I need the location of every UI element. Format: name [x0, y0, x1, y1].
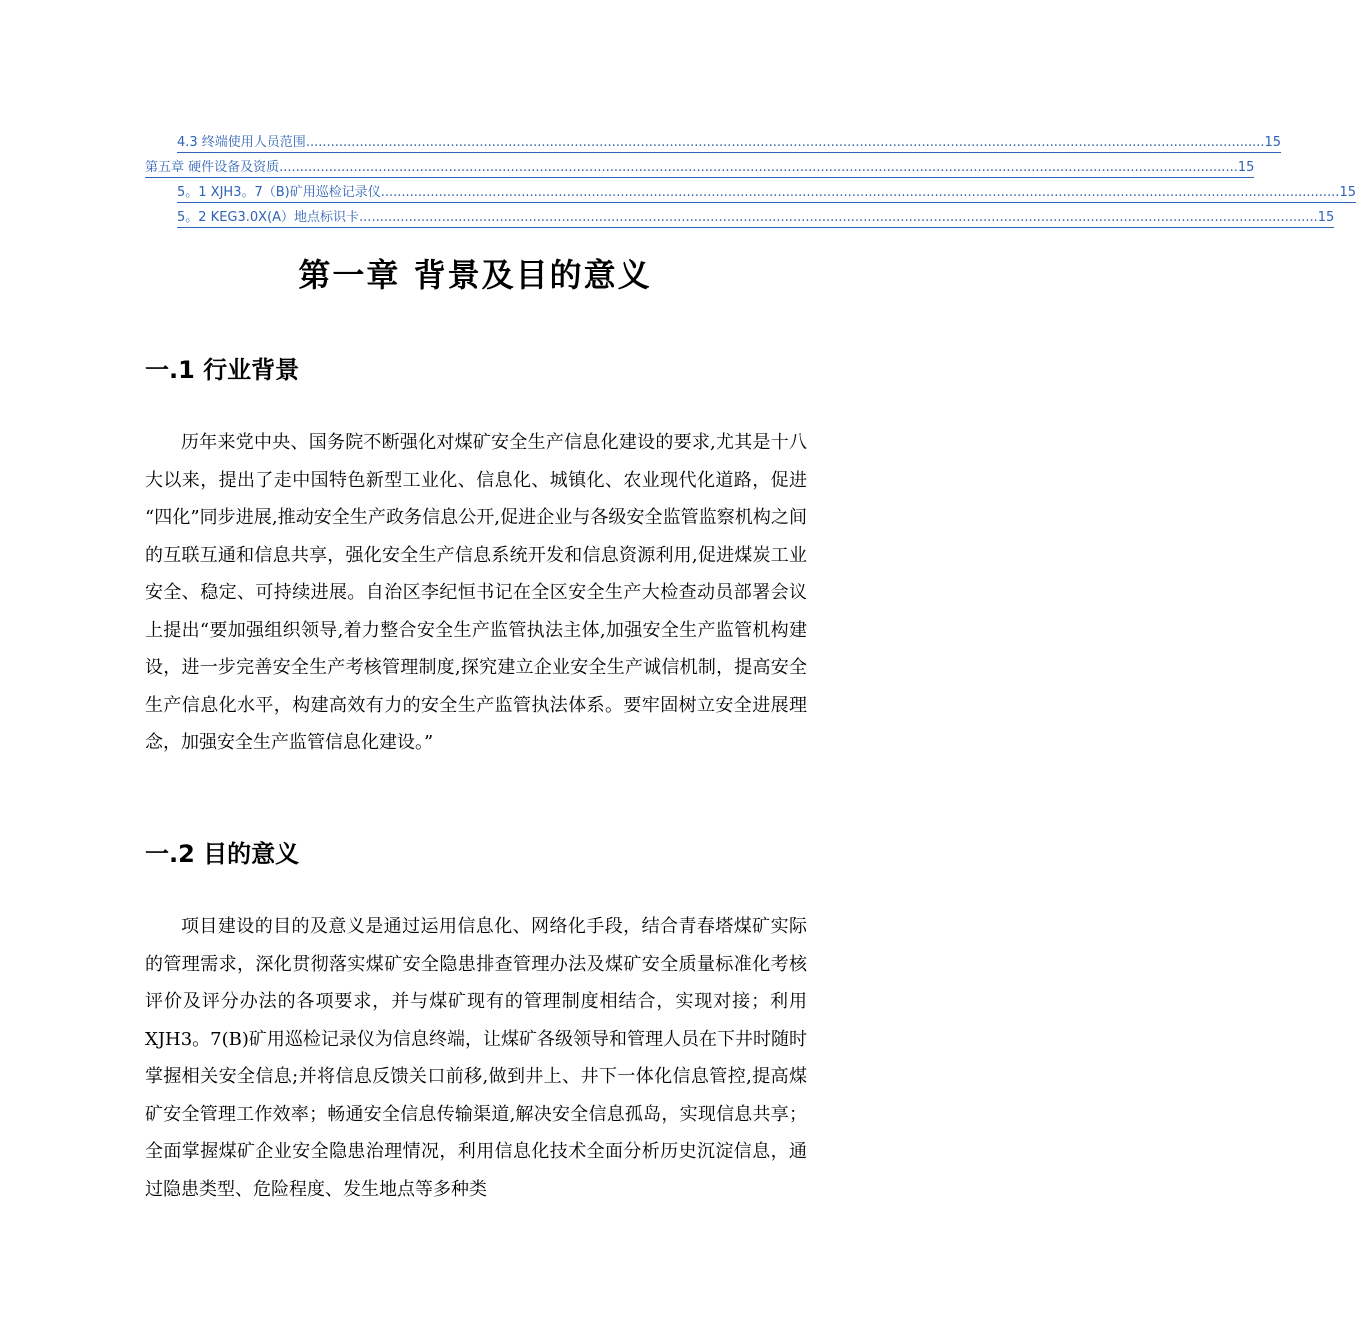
toc-entry-5-1[interactable]: 5。1 XJH3。7（B)矿用巡检记录仪 ........................................................................................................................................................................................................................................ 15 — [145, 178, 807, 203]
section-body-purpose: 项目建设的目的及意义是通过运用信息化、网络化手段，结合青春塔煤矿实际的管理需求，深化贯彻落实煤矿安全隐患排查管理办法及煤矿安全质量标准化考核评价及评分办法的各项要求，并与煤矿现有的管理制度相结合，实现对接；利用XJH3。7(B)矿用巡检记录仪为信息终端，让煤矿各级领导和管理人员在下井时随时掌握相关安全信息;并将信息反馈关口前移,做到井上、井下一体化信息管控,提高煤矿安全管理工作效率；畅通安全信息传输渠道,解决安全信息孤岛，实现信息共享；全面掌握煤矿企业安全隐患治理情况，利用信息化技术全面分析历史沉淀信息，通过隐患类型、危险程度、发生地点等多种类 — [145, 916, 807, 1200]
table-of-contents — [145, 128, 1356, 228]
toc-entry-4-3[interactable]: 4.3 终端使用人员范围 ........................................................................................................................................................................................................................................ 15 — [145, 128, 807, 153]
toc-leader-dots: ........................................................................................................................................................................................................................................ — [306, 134, 1265, 153]
toc-page-number: 15 — [1238, 159, 1255, 178]
chapter-title: 第一章 背景及目的意义 — [298, 256, 652, 294]
section-body-industry-background: 历年来党中央、国务院不断强化对煤矿安全生产信息化建设的要求,尤其是十八大以来，提出了走中国特色新型工业化、信息化、城镇化、农业现代化道路，促进 “四化”同步进展,推动安全生产政务信息公开,促进企业与各级安全监管监察机构之间的互联互通和信息共享，强化安全生产信息系统开发和信息资源利用,促进煤炭工业安全、稳定、可持续进展。自治区李纪恒书记在全区安全生产大检查动员部署会议上提出“要加强组织领导,着力整合安全生产监管执法主体,加强安全生产监管机构建设，进一步完善安全生产考核管理制度,探究建立企业安全生产诚信机制，提高安全生产信息化水平，构建高效有力的安全生产监管执法体系。要牢固树立安全进展理念，加强安全生产监管信息化建设。” — [145, 432, 807, 753]
toc-entry-chapter-5[interactable]: 第五章 硬件设备及资质 ........................................................................................................................................................................................................................................ 15 — [145, 153, 807, 178]
toc-page-number: 15 — [1265, 134, 1282, 153]
toc-entry-5-2[interactable]: 5。2 KEG3.0X(A）地点标识卡 ........................................................................................................................................................................................................................................ 15 — [145, 203, 807, 228]
toc-leader-dots: ........................................................................................................................................................................................................................................ — [381, 184, 1340, 203]
toc-leader-dots: ........................................................................................................................................................................................................................................ — [279, 159, 1238, 178]
section-title-purpose: 一.2 目的意义 — [145, 840, 300, 868]
toc-page-number: 15 — [1339, 184, 1356, 203]
toc-page-number: 15 — [1318, 209, 1335, 228]
toc-leader-dots: ........................................................................................................................................................................................................................................ — [359, 209, 1318, 228]
section-title-industry-background: 一.1 行业背景 — [145, 356, 300, 384]
